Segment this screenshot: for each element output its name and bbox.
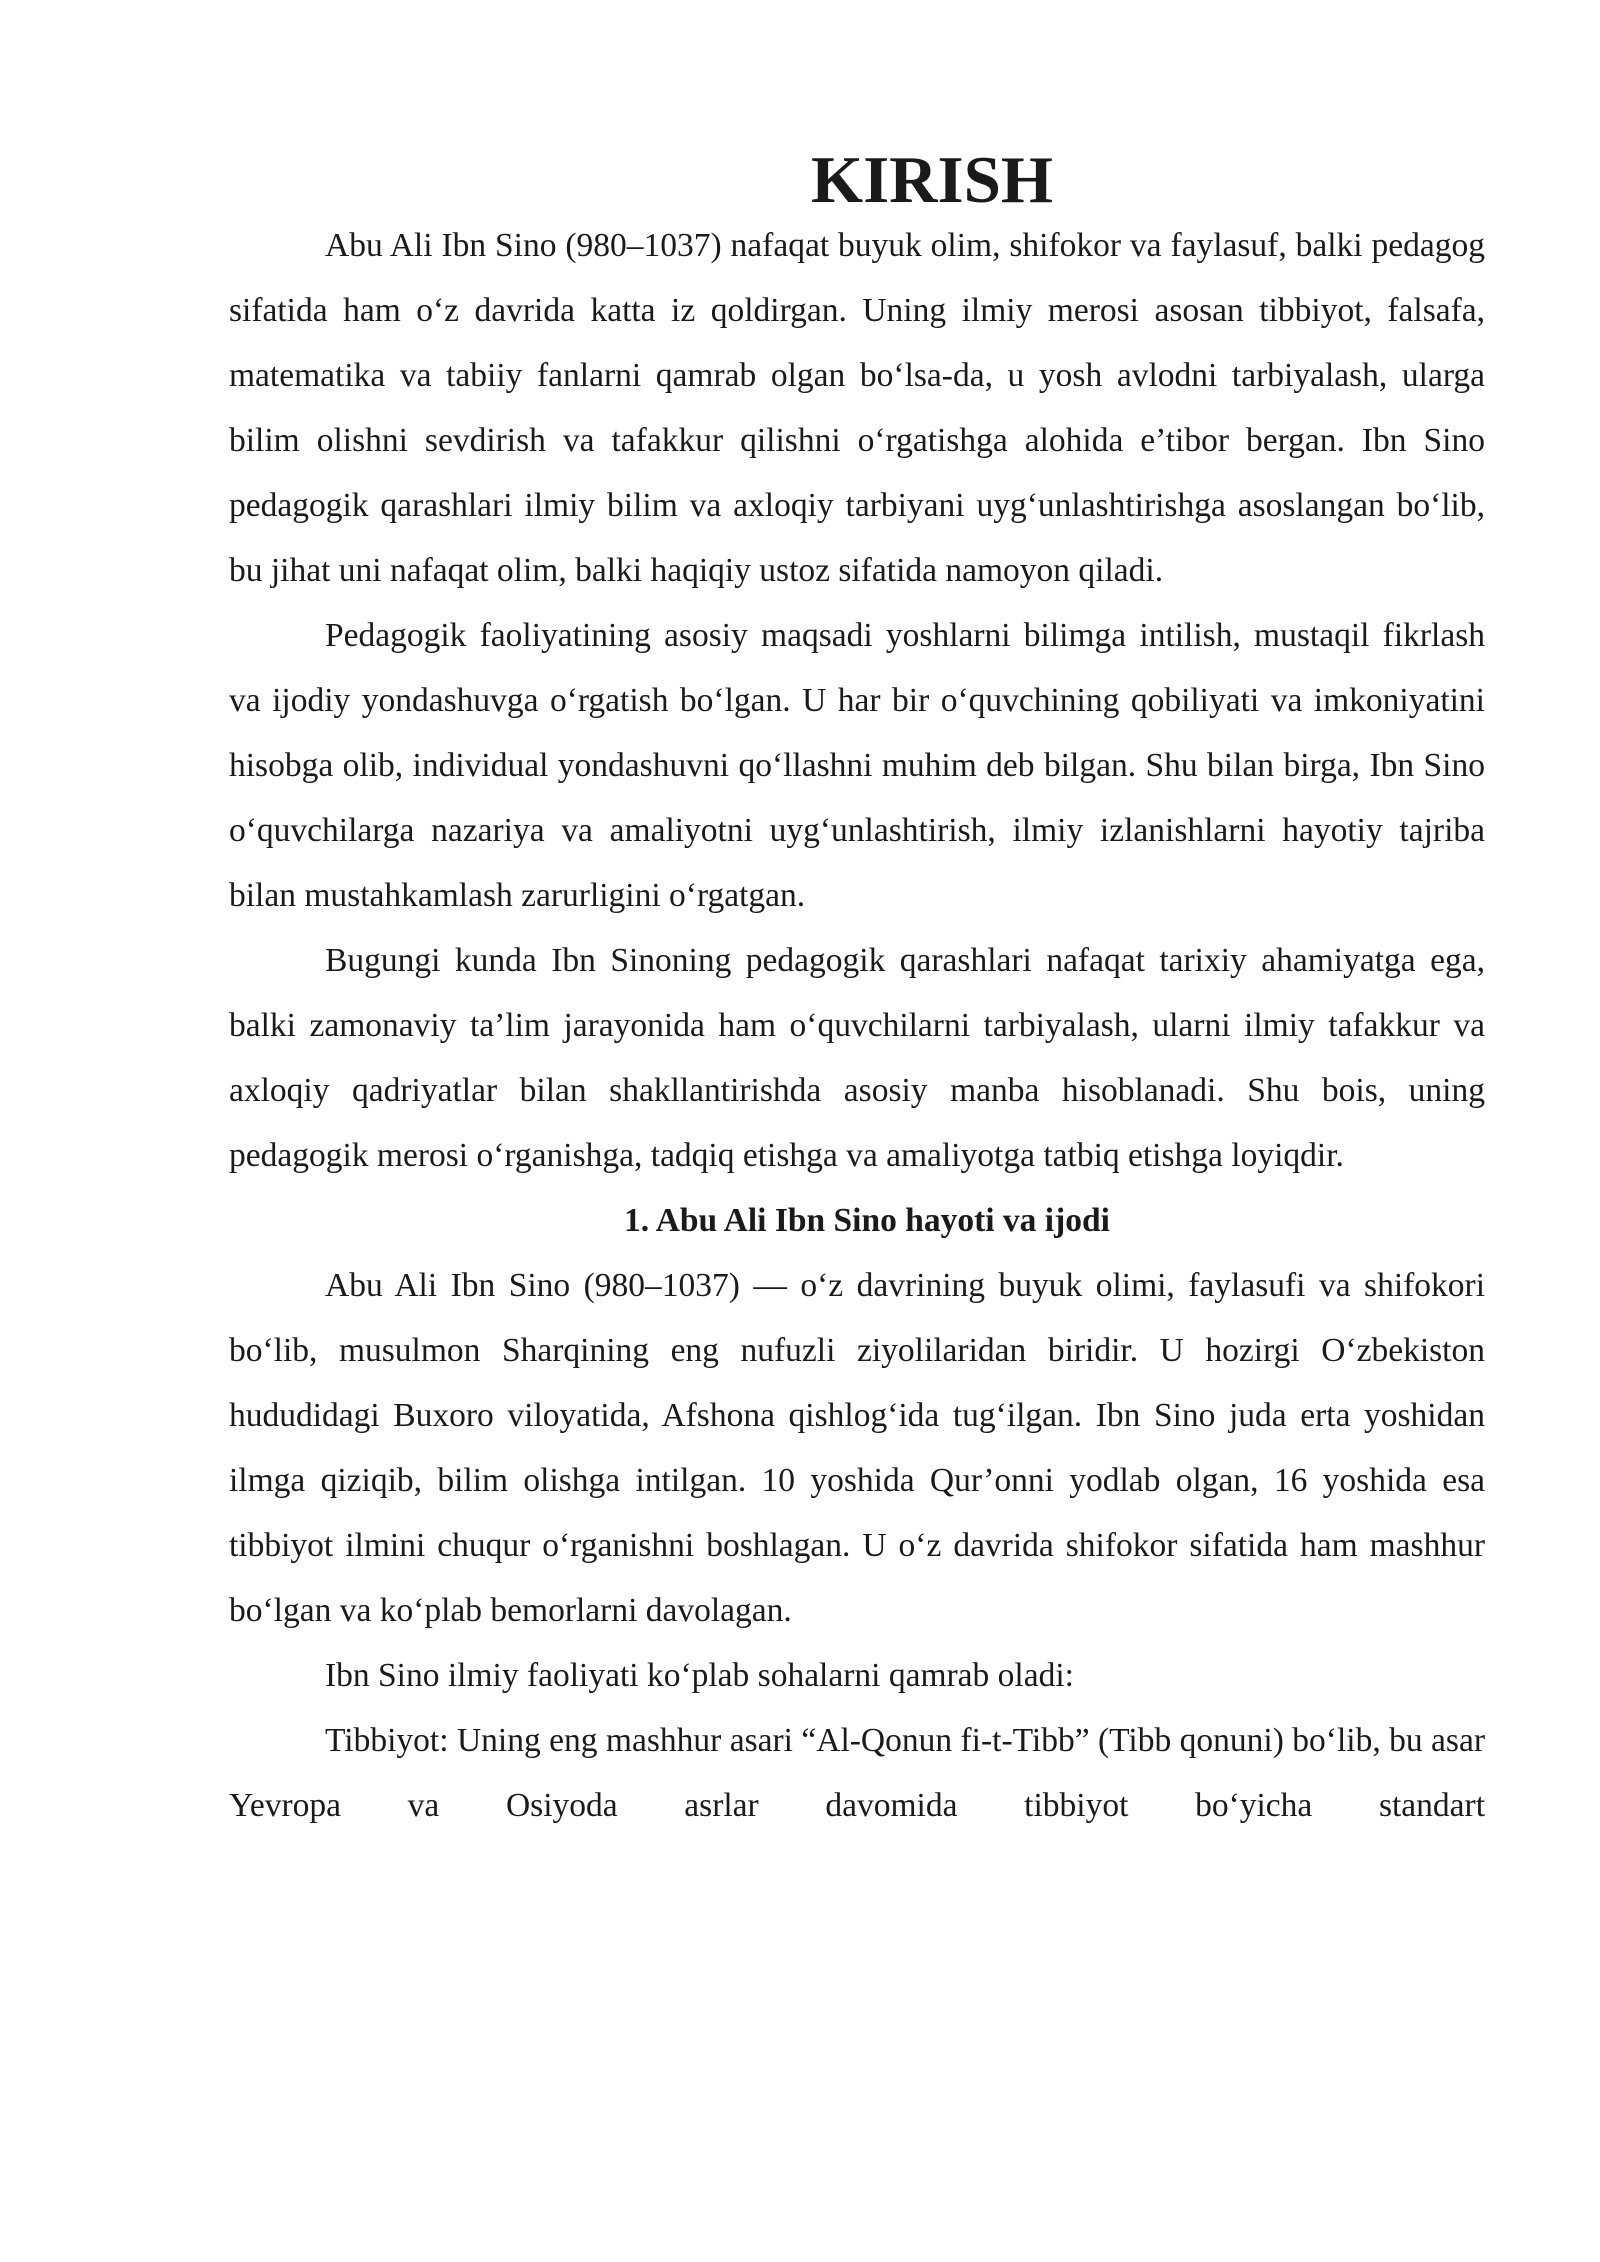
section-paragraph-2: Ibn Sino ilmiy faoliyati ko‘plab sohalarni qamrab oladi:	[325, 1657, 1074, 1694]
intro-paragraph-3: Bugungi kunda Ibn Sinoning pedagogik qarashlari nafaqat tarixiy ahamiyatga ega, balki zamonaviy ta’lim jarayonida ham o‘quvchilarni tarbiyalash, ularni ilmiy tafakkur va axloqiy qadriyatlar bilan shakllantirishda asosiy manba hisoblanadi. Shu bois, uning pedagogik merosi o‘rganishga, tadqiq etishga va amaliyotga tatbiq etishga loyiqdir.	[229, 942, 1485, 1174]
intro-paragraph-2: Pedagogik faoliyatining asosiy maqsadi yoshlarni bilimga intilish, mustaqil fikrlash va ijodiy yondashuvga o‘rgatish bo‘lgan. U har bir o‘quvchining qobiliyati va imkoniyatini hisobga olib, individual yondashuvni qo‘llashni muhim deb bilgan. Shu bilan birga, Ibn Sino o‘quvchilarga nazariya va amaliyotni uyg‘unlashtirish, ilmiy izlanishlarni hayotiy tajriba bilan mustahkamlash zarurligini o‘rgatgan.	[229, 617, 1485, 914]
section-heading: 1. Abu Ali Ibn Sino hayoti va ijodi	[624, 1202, 1110, 1239]
document-body	[229, 143, 1485, 1838]
intro-paragraph-1: Abu Ali Ibn Sino (980–1037) nafaqat buyuk olim, shifokor va faylasuf, balki pedagog sifatida ham o‘z davrida katta iz qoldirgan. Uning ilmiy merosi asosan tibbiyot, falsafa, matematika va tabiiy fanlarni qamrab olgan bo‘lsa-da, u yosh avlodni tarbiyalash, ularga bilim olishni sevdirish va tafakkur qilishni o‘rgatishga alohida e’tibor bergan. Ibn Sino pedagogik qarashlari ilmiy bilim va axloqiy tarbiyani uyg‘unlashtirishga asoslangan bo‘lib, bu jihat uni nafaqat olim, balki haqiqiy ustoz sifatida namoyon qiladi.	[229, 227, 1485, 589]
section-paragraph-1: Abu Ali Ibn Sino (980–1037) — o‘z davrining buyuk olimi, faylasufi va shifokori bo‘lib, musulmon Sharqining eng nufuzli ziyolilaridan biridir. U hozirgi O‘zbekiston hududidagi Buxoro viloyatida, Afshona qishlog‘ida tug‘ilgan. Ibn Sino juda erta yoshidan ilmga qiziqib, bilim olishga intilgan. 10 yoshida Qur’onni yodlab olgan, 16 yoshida esa tibbiyot ilmini chuqur o‘rganishni boshlagan. U o‘z davrida shifokor sifatida ham mashhur bo‘lgan va ko‘plab bemorlarni davolagan.	[229, 1267, 1485, 1629]
main-heading: KIRISH	[810, 143, 1054, 217]
section-paragraph-3: Tibbiyot: Uning eng mashhur asari “Al-Qonun fi-t-Tibb” (Tibb qonuni) bo‘lib, bu asar Yevropa va Osiyoda asrlar davomida tibbiyot bo‘yicha standart	[229, 1722, 1485, 1824]
